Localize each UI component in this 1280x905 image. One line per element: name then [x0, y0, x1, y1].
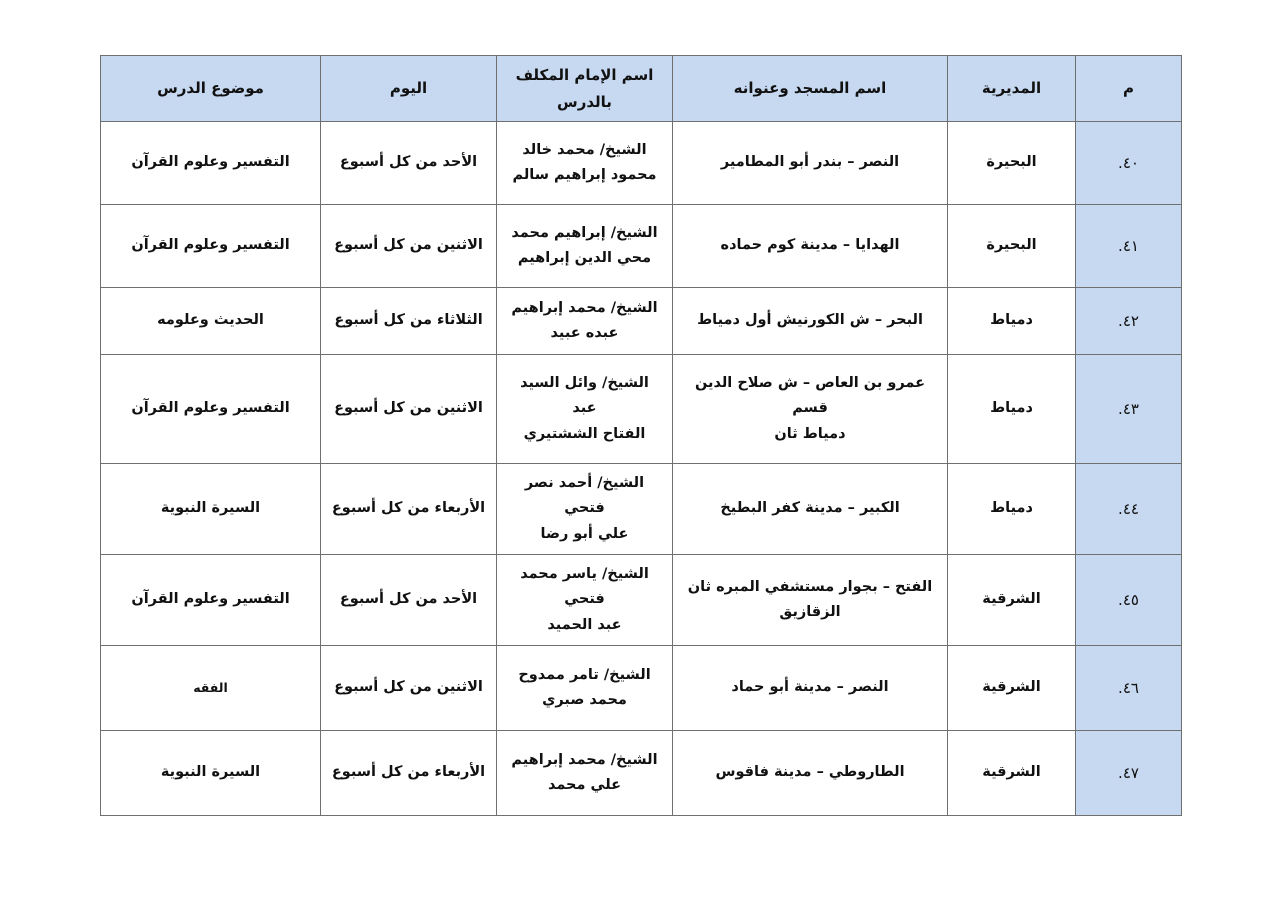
imam-line2: محمد صبري	[542, 692, 627, 708]
mosque-line1: النصر – بندر أبو المطامير	[720, 154, 900, 171]
mosque-line1: الكبير – مدينة كفر البطيخ	[720, 500, 900, 517]
day-cell: الثلاثاء من كل أسبوع	[321, 288, 497, 355]
directorate-cell: دمياط	[948, 355, 1076, 464]
imam-line1: الشيخ/ ياسر محمد فتحي	[520, 565, 649, 608]
day-cell: الاثنين من كل أسبوع	[321, 646, 497, 731]
day-cell: الأحد من كل أسبوع	[321, 555, 497, 646]
table-row	[101, 464, 1182, 555]
imam-cell	[497, 464, 673, 555]
header-mosque: اسم المسجد وعنوانه	[673, 56, 948, 122]
row-number: ٤١.	[1076, 205, 1182, 288]
table-row	[101, 122, 1182, 205]
header-imam-line1: اسم الإمام المكلف	[515, 66, 654, 85]
table-row	[101, 355, 1182, 464]
imam-line2: علي محمد	[547, 777, 622, 793]
mosque-line2: الزقازيق	[779, 604, 841, 620]
table-row	[101, 205, 1182, 288]
header-imam	[497, 56, 673, 122]
topic-cell: التفسير وعلوم القرآن	[101, 205, 321, 288]
imam-cell	[497, 555, 673, 646]
row-number: ٤٣.	[1076, 355, 1182, 464]
topic-cell: التفسير وعلوم القرآن	[101, 122, 321, 205]
imam-line2: علي أبو رضا	[540, 525, 629, 542]
mosque-cell	[673, 122, 948, 205]
table-row	[101, 555, 1182, 646]
row-number: ٤٠.	[1076, 122, 1182, 205]
mosque-line1: البحر – ش الكورنيش أول دمياط	[697, 312, 923, 329]
imam-line1: الشيخ/ محمد خالد	[522, 141, 647, 158]
mosque-cell	[673, 288, 948, 355]
mosque-cell	[673, 464, 948, 555]
day-cell: الأربعاء من كل أسبوع	[321, 731, 497, 816]
imam-line1: الشيخ/ أحمد نصر فتحي	[524, 474, 645, 517]
header-row	[101, 56, 1182, 122]
directorate-cell: البحيرة	[948, 122, 1076, 205]
header-topic: موضوع الدرس	[101, 56, 321, 122]
mosque-line1: عمرو بن العاص – ش صلاح الدين قسم	[694, 374, 925, 417]
day-cell: الأحد من كل أسبوع	[321, 122, 497, 205]
mosque-cell	[673, 646, 948, 731]
header-imam-line2: بالدرس	[557, 92, 612, 111]
day-cell: الاثنين من كل أسبوع	[321, 355, 497, 464]
mosque-line1: النصر – مدينة أبو حماد	[731, 679, 889, 696]
topic-cell: السيرة النبوية	[101, 731, 321, 816]
directorate-cell: الشرقية	[948, 555, 1076, 646]
directorate-cell: الشرقية	[948, 646, 1076, 731]
mosque-line1: الفتح – بجوار مستشفي المبره ثان	[687, 578, 933, 595]
imam-line2: عبده عبيد	[550, 325, 619, 341]
directorate-cell: دمياط	[948, 464, 1076, 555]
day-cell: الأربعاء من كل أسبوع	[321, 464, 497, 555]
header-num: م	[1076, 56, 1182, 122]
row-number: ٤٧.	[1076, 731, 1182, 816]
row-number: ٤٢.	[1076, 288, 1182, 355]
directorate-cell: الشرقية	[948, 731, 1076, 816]
imam-line2: محمود إبراهيم سالم	[512, 167, 657, 183]
topic-cell: التفسير وعلوم القرآن	[101, 355, 321, 464]
directorate-cell: البحيرة	[948, 205, 1076, 288]
mosque-line1: الهدايا – مدينة كوم حماده	[720, 237, 900, 254]
imam-cell	[497, 288, 673, 355]
header-day: اليوم	[321, 56, 497, 122]
imam-cell	[497, 646, 673, 731]
imam-line2: عبد الحميد	[547, 616, 622, 633]
row-number: ٤٥.	[1076, 555, 1182, 646]
lessons-table	[100, 55, 1182, 816]
row-number: ٤٦.	[1076, 646, 1182, 731]
mosque-line1: الطاروطي – مدينة فاقوس	[715, 764, 905, 781]
topic-cell: التفسير وعلوم القرآن	[101, 555, 321, 646]
mosque-cell	[673, 555, 948, 646]
imam-line1: الشيخ/ محمد إبراهيم	[511, 751, 658, 768]
header-directorate: المديرية	[948, 56, 1076, 122]
imam-line1: الشيخ/ محمد إبراهيم	[511, 299, 658, 316]
table-row	[101, 646, 1182, 731]
topic-cell: الحديث وعلومه	[101, 288, 321, 355]
imam-line1: الشيخ/ إبراهيم محمد	[511, 224, 658, 241]
day-cell: الاثنين من كل أسبوع	[321, 205, 497, 288]
mosque-cell	[673, 355, 948, 464]
mosque-cell	[673, 205, 948, 288]
imam-line1: الشيخ/ تامر ممدوح	[518, 666, 651, 683]
imam-cell	[497, 731, 673, 816]
imam-line1: الشيخ/ وائل السيد عبد	[520, 374, 649, 417]
imam-cell	[497, 205, 673, 288]
imam-cell	[497, 122, 673, 205]
mosque-line2: دمياط ثان	[774, 425, 846, 442]
table-row	[101, 731, 1182, 816]
imam-cell	[497, 355, 673, 464]
directorate-cell: دمياط	[948, 288, 1076, 355]
imam-line2: محي الدين إبراهيم	[517, 250, 652, 266]
mosque-cell	[673, 731, 948, 816]
topic-cell: السيرة النبوية	[101, 464, 321, 555]
row-number: ٤٤.	[1076, 464, 1182, 555]
imam-line2: الفتاح الششتيري	[523, 425, 646, 442]
table-row	[101, 288, 1182, 355]
topic-cell: الفقه	[101, 646, 321, 731]
